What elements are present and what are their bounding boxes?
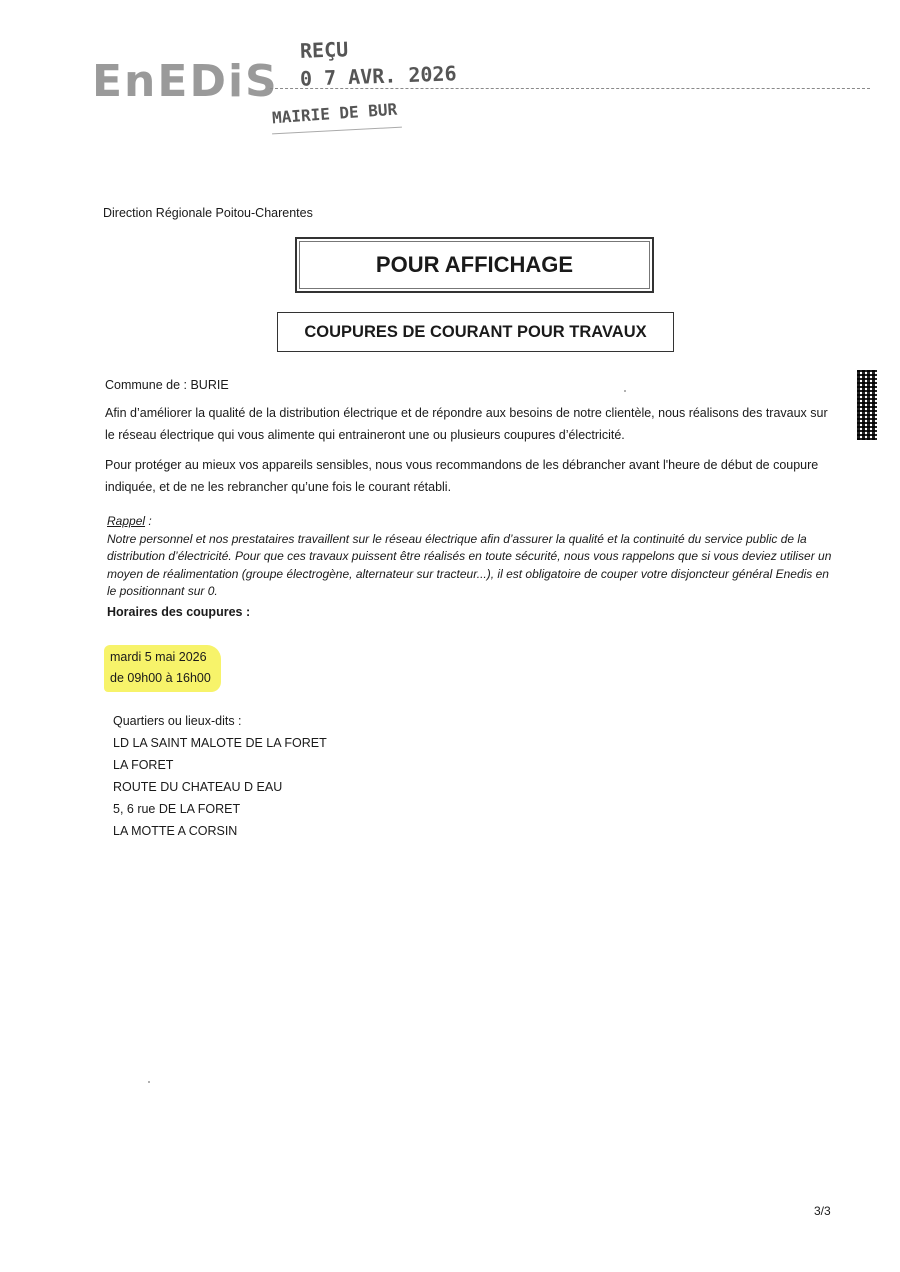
horaires-time: de 09h00 à 16h00 (110, 671, 211, 685)
list-item: 5, 6 rue DE LA FORET (113, 802, 241, 816)
qr-code-icon (857, 370, 877, 440)
pour-affichage-title: POUR AFFICHAGE (375, 252, 574, 277)
coupures-title: COUPURES DE COURANT POUR TRAVAUX (304, 322, 647, 341)
stamp-underline (272, 127, 402, 135)
scan-speck (624, 390, 626, 392)
intro-paragraph: Afin d’améliorer la qualité de la distribution électrique et de répondre aux besoins de notre clientèle, nous réalisons des travaux sur le réseau électrique qui vous alimente qui entraineront une ou plusieurs coupures d’électricité. (105, 406, 828, 442)
rappel-text: Notre personnel et nos prestataires travaillent sur le réseau électrique afin d’assurer la qualité et la continuité du service public de la distribution d’électricité. Pour que ces travaux puissent être réalisés en toute sécurité, nous vous rappelons que si vous deviez utiliser un moyen de réalimentation (groupe électrogène, alternateur sur tracteur...), il est obligatoire de couper votre disjoncteur général Enedis en le positionnant sur 0. (107, 531, 832, 598)
direction-regionale: Direction Régionale Poitou-Charentes (103, 206, 313, 220)
scan-speck (148, 1081, 150, 1083)
rappel-heading (107, 513, 832, 531)
locations-list (113, 710, 327, 842)
list-item: LA FORET (113, 758, 174, 772)
enedis-logo: EnEDiS (92, 56, 279, 107)
advice-paragraph: Pour protéger au mieux vos appareils sensibles, nous vous recommandons de les débrancher avant l'heure de début de coupure indiquée, et de ne les rebrancher qu’une fois le courant rétabli. (105, 458, 819, 494)
list-item: ROUTE DU CHATEAU D EAU (113, 780, 283, 794)
pour-affichage-box (295, 237, 654, 293)
list-item: LA MOTTE A CORSIN (113, 824, 238, 838)
coupures-box (277, 312, 674, 352)
commune-line: Commune de : BURIE (105, 378, 229, 392)
horaires-title: Horaires des coupures : (107, 605, 251, 619)
rappel-block (107, 513, 832, 601)
stamp-mairie: MAIRIE DE BUR (271, 99, 398, 128)
horaires-date: mardi 5 mai 2026 (110, 650, 207, 664)
rappel-title: Rappel (107, 514, 146, 528)
stamp-date: 0 7 AVR. 2026 (299, 61, 457, 91)
stamp-received: REÇU (299, 37, 349, 63)
list-item: LD LA SAINT MALOTE DE LA FORET (113, 736, 327, 750)
horaires-highlight (104, 645, 221, 692)
rappel-title-suffix: : (145, 514, 152, 528)
page-number: 3/3 (814, 1204, 831, 1218)
locations-title: Quartiers ou lieux-dits : (113, 714, 242, 728)
